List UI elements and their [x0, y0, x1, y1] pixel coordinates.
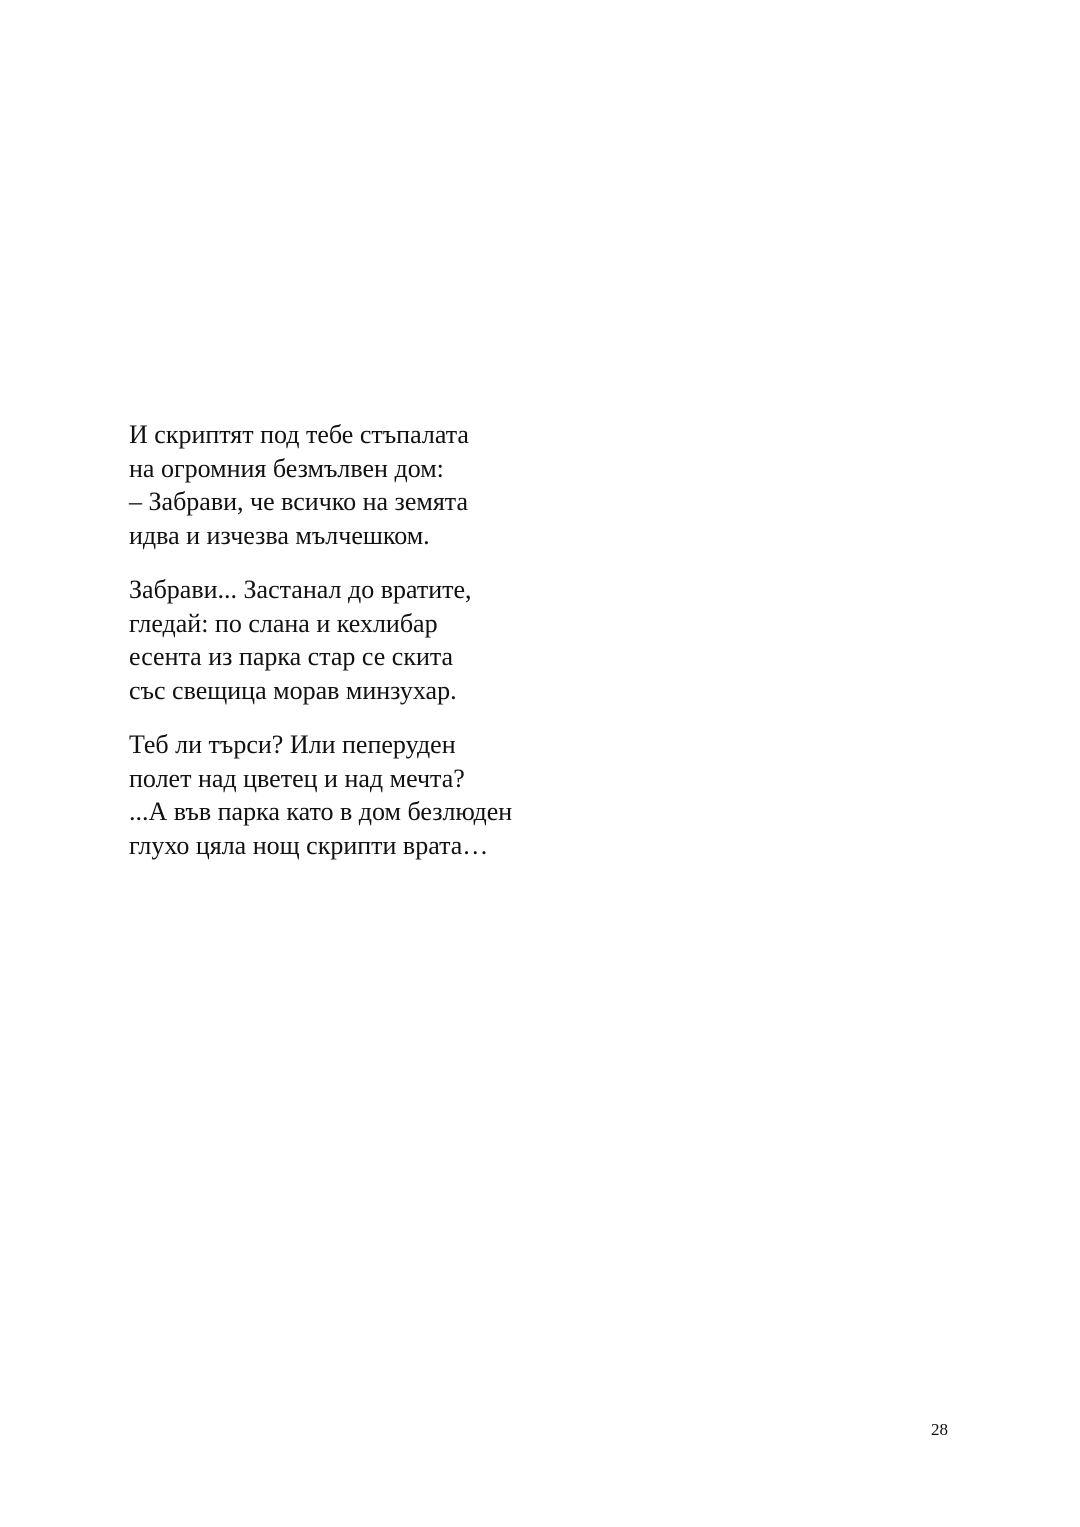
- poem-line: есента из парка стар се скита: [129, 642, 454, 671]
- poem-line: И скриптят под тебе стъпалата: [129, 420, 469, 449]
- poem-line: Забрави... Застанал до вратите,: [129, 575, 472, 604]
- poem-line: Теб ли търси? Или пеперуден: [129, 730, 456, 759]
- poem-line: идва и изчезва мълчешком.: [129, 520, 430, 550]
- stanza-2: [129, 573, 829, 707]
- poem-line: гледай: по слана и кехлибар: [129, 608, 438, 638]
- poem-line: на огромния безмълвен дом:: [129, 453, 444, 483]
- page-number: 28: [931, 1420, 948, 1439]
- poem: [129, 418, 829, 883]
- stanza-3: [129, 728, 829, 862]
- poem-line: със свещица морав минзухар.: [129, 675, 457, 705]
- poem-line: – Забрави, че всичко на земята: [129, 487, 469, 516]
- poem-line: ...А във парка като в дом безлюден: [129, 797, 513, 826]
- poem-line: глухо цяла нощ скрипти врата…: [129, 830, 489, 860]
- poem-line: полет над цветец и над мечта?: [129, 763, 465, 793]
- stanza-1: [129, 418, 829, 552]
